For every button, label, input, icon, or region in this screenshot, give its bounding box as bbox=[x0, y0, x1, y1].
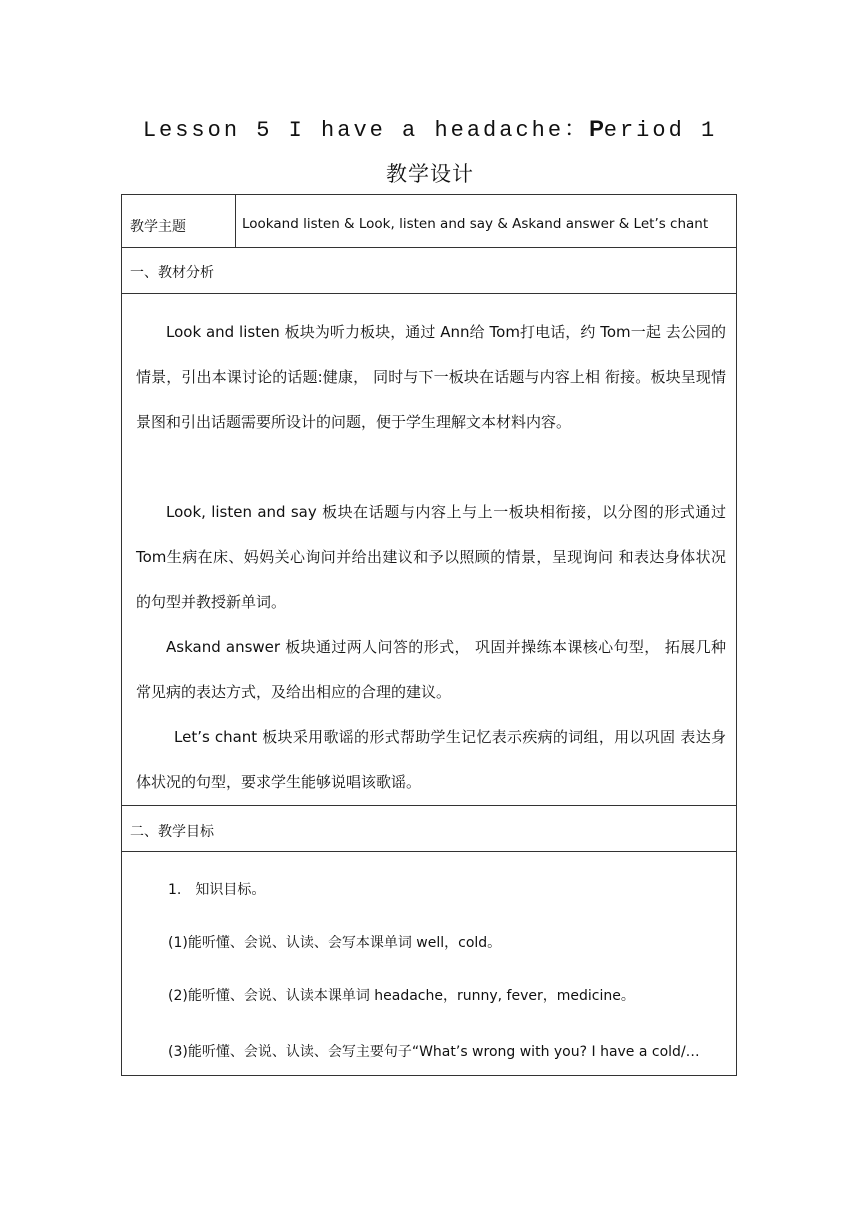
row-divider bbox=[122, 805, 736, 806]
row-divider bbox=[122, 247, 736, 248]
title-rest: eriod 1 bbox=[603, 118, 718, 143]
section1-heading: 一、教材分析 bbox=[130, 265, 214, 281]
row-divider bbox=[122, 293, 736, 294]
analysis-paragraph: Askand answer 板块通过两人问答的形式， 巩固并操练本课核心句型， 拓展几种常见病的表达方式，及给出相应的合理的建议。 bbox=[136, 638, 726, 701]
goal-item: 1. 知识目标。 bbox=[168, 882, 266, 898]
lesson-plan-table bbox=[121, 194, 737, 1076]
document-title bbox=[0, 112, 860, 143]
theme-divider bbox=[235, 195, 236, 247]
goal-item: (1)能听懂、会说、认读、会写本课单词 well，cold。 bbox=[168, 935, 502, 951]
goal-item: (2)能听懂、会说、认读本课单词 headache，runny, fever，medicine。 bbox=[168, 988, 635, 1004]
row-divider bbox=[122, 851, 736, 852]
theme-value: Lookand listen & Look, listen and say & Askand answer & Let’s chant bbox=[242, 216, 709, 232]
theme-label: 教学主题 bbox=[130, 219, 186, 235]
analysis-paragraph: Look, listen and say 板块在话题与内容上与上一板块相衔接，以分图的形式通过 Tom生病在床、妈妈关心询问并给出建议和予以照顾的情景，呈现询问 和表达身体状况的句型并教授新单词。 bbox=[136, 503, 726, 611]
goal-item: (3)能听懂、会说、认读、会写主要句子“What’s wrong with you? I have a cold/… bbox=[168, 1044, 700, 1060]
title-p: P bbox=[589, 116, 604, 141]
analysis-paragraph: Look and listen 板块为听力板块，通过 Ann给 Tom打电话，约 Tom一起 去公园的情景，引出本课讨论的话题:健康， 同时与下一板块在话题与内容上相 衔接。板块呈现情景图和引出话题需要所设计的问题，便于学生理解文本材料内容。 bbox=[136, 323, 726, 431]
document-subtitle: 教学设计 bbox=[386, 162, 474, 186]
title-main: Lesson 5 I have a headache： bbox=[142, 118, 590, 143]
analysis-paragraph: Let’s chant 板块采用歌谣的形式帮助学生记忆表示疾病的词组，用以巩固 表达身体状况的句型，要求学生能够说唱该歌谣。 bbox=[136, 728, 726, 791]
section2-heading: 二、教学目标 bbox=[130, 824, 214, 840]
